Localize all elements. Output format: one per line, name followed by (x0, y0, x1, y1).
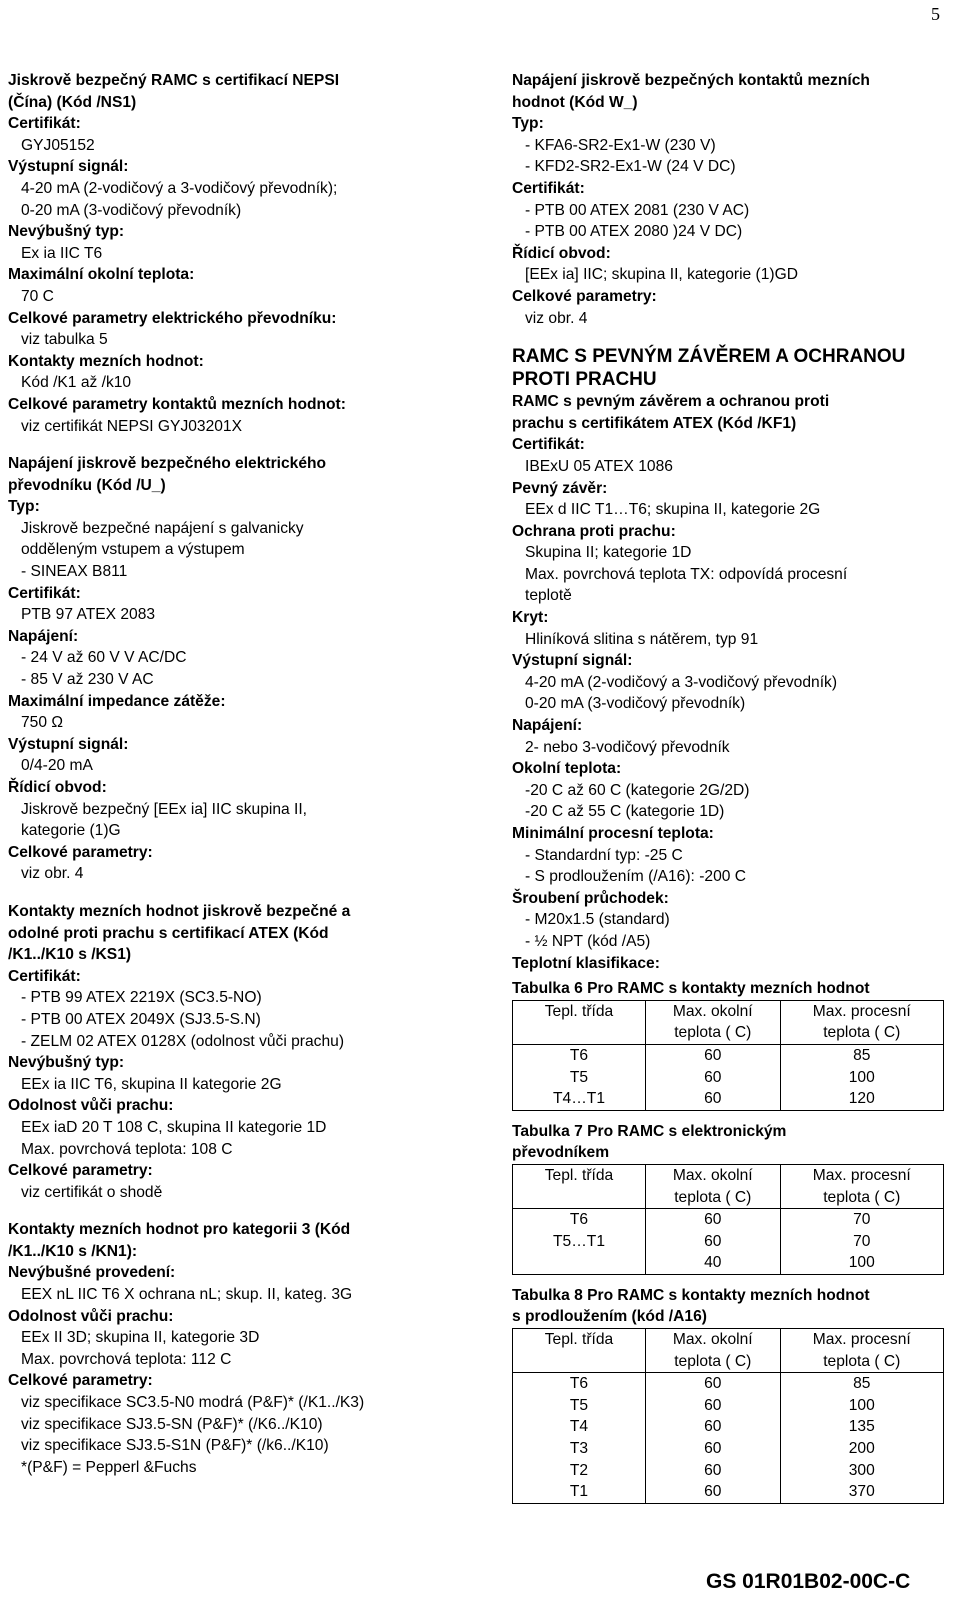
value-line: viz obr. 4 (525, 309, 588, 327)
table-cell (780, 1373, 943, 1395)
label-line: Maximální okolní teplota: (8, 266, 195, 284)
page-number: 5 (931, 4, 940, 24)
temperature-tables (512, 978, 950, 1504)
table-header-cell (646, 1164, 781, 1208)
cell-text: 60 (704, 1461, 722, 1479)
label-line: Výstupní signál: (512, 652, 633, 670)
value-line: - ZELM 02 ATEX 0128X (odolnost vůči prachu) (21, 1032, 345, 1050)
value-line: kategorie (1)G (21, 822, 121, 840)
table-cell (780, 1209, 943, 1231)
left-column (8, 70, 478, 1478)
header-text: teplota ( C) (823, 1188, 901, 1206)
table-row (513, 1438, 944, 1460)
section-gap (8, 1203, 478, 1219)
cell-text: 60 (704, 1418, 722, 1436)
table-caption: převodníkem (512, 1144, 610, 1162)
label-line: Výstupní signál: (8, 158, 129, 176)
label-line: Celkové parametry: (8, 843, 153, 861)
header-text: teplota ( C) (674, 1188, 752, 1206)
cell-text: 135 (848, 1418, 875, 1436)
value-line: viz obr. 4 (21, 865, 84, 883)
value-line: Max. povrchová teplota: 108 C (21, 1140, 233, 1158)
right-column-text (512, 70, 950, 974)
cell-text: T6 (569, 1046, 589, 1064)
label-line: Jiskrově bezpečný RAMC s certifikací NEPSI (8, 72, 340, 89)
table-header-cell (513, 1329, 646, 1373)
table-cell (513, 1231, 646, 1275)
label-line: (Čína) (Kód /NS1) (8, 93, 137, 111)
table-cell (780, 1231, 943, 1275)
label-line: Odolnost vůči prachu: (8, 1307, 174, 1325)
label-line: Kontakty mezních hodnot jiskrově bezpečné a (8, 902, 351, 920)
label-line: Celkové parametry: (8, 1162, 153, 1180)
cell-text: 60 (704, 1396, 722, 1414)
value-line: IBExU 05 ATEX 1086 (525, 457, 673, 475)
label-line: Kontakty mezních hodnot pro kategorii 3 (Kód (8, 1221, 351, 1239)
table-cell (646, 1231, 781, 1275)
label-line: Napájení jiskrově bezpečného elektrického (8, 455, 327, 473)
value-line: EEx d IIC T1…T6; skupina II, kategorie 2G (525, 501, 821, 519)
table-cell (646, 1416, 781, 1438)
table-row (513, 1416, 944, 1438)
value-line: - PTB 00 ATEX 2081 (230 V AC) (525, 201, 750, 219)
cell-text: T3 (569, 1440, 589, 1458)
header-text: Tepl. třída (544, 1002, 614, 1020)
cell-text: T2 (569, 1461, 589, 1479)
header-text: Max. okolní (672, 1331, 753, 1349)
label-line: Ochrana proti prachu: (512, 522, 676, 540)
table-row (513, 1044, 944, 1066)
value-line: - SINEAX B811 (21, 563, 128, 581)
table-cell (513, 1067, 646, 1089)
cell-text: T5 (569, 1396, 589, 1414)
cell-text: 85 (853, 1375, 871, 1393)
value-line: - 24 V až 60 V V AC/DC (21, 649, 187, 667)
section-gap (512, 329, 950, 345)
table-cell (780, 1481, 943, 1503)
label-line: Celkové parametry elektrického převodníku: (8, 309, 337, 327)
header-text: Max. procesní (812, 1166, 911, 1184)
label-line: RAMC s pevným závěrem a ochranou proti (512, 393, 830, 411)
value-line: 0-20 mA (3-vodičový převodník) (21, 201, 242, 219)
table-caption: s prodloužením (kód /A16) (512, 1308, 707, 1326)
cell-text: 60 (704, 1232, 722, 1250)
table-header-cell (513, 1164, 646, 1208)
label-line: Nevýbušné provedení: (8, 1264, 176, 1282)
header-text: teplota ( C) (674, 1352, 752, 1370)
value-line: EEX nL IIC T6 X ochrana nL; skup. II, kateg. 3G (21, 1286, 353, 1304)
value-line: Skupina II; kategorie 1D (525, 544, 692, 562)
label-line: odolné proti prachu s certifikací ATEX (Kód (8, 924, 329, 942)
value-line: Max. povrchová teplota TX: odpovídá procesní (525, 565, 848, 583)
table-row (513, 1373, 944, 1395)
table-cell (646, 1373, 781, 1395)
value-line: 0-20 mA (3-vodičový převodník) (525, 695, 746, 713)
value-line: - KFD2-SR2-Ex1-W (24 V DC) (525, 158, 736, 176)
value-line: odděleným vstupem a výstupem (21, 541, 245, 559)
label-line: Teplotní klasifikace: (512, 954, 660, 972)
table-cell (513, 1373, 646, 1395)
value-line: 0/4-20 mA (21, 757, 93, 775)
cell-text: T5 (569, 1068, 589, 1086)
value-line: EEx ia IIC T6, skupina II kategorie 2G (21, 1075, 282, 1093)
cell-text: T4 (569, 1418, 589, 1436)
cell-text: 70 (853, 1211, 871, 1229)
label-line: Celkové parametry kontaktů mezních hodnot: (8, 395, 346, 413)
label-line: Napájení: (8, 627, 79, 645)
table-cell (780, 1067, 943, 1089)
cell-text: 100 (848, 1068, 875, 1086)
cell-text: 60 (704, 1090, 722, 1108)
cell-text: 60 (704, 1440, 722, 1458)
value-line: - Standardní typ: -25 C (525, 846, 683, 864)
table-cell (646, 1209, 781, 1231)
value-line: viz certifikát o shodě (21, 1183, 163, 1201)
value-line: - PTB 00 ATEX 2049X (SJ3.5-S.N) (21, 1010, 261, 1028)
table-cell (646, 1067, 781, 1089)
label-line: Certifikát: (8, 584, 81, 602)
cell-text: 300 (848, 1461, 875, 1479)
value-line: GYJ05152 (21, 136, 95, 154)
header-text: teplota ( C) (823, 1352, 901, 1370)
table-cell (513, 1088, 646, 1110)
label-line: Certifikát: (8, 967, 81, 985)
label-line: Typ: (8, 498, 40, 516)
value-line: viz certifikát NEPSI GYJ03201X (21, 417, 243, 435)
table-cell (780, 1088, 943, 1110)
cell-text: 60 (704, 1483, 722, 1501)
label-line: Celkové parametry: (8, 1372, 153, 1390)
table-row (513, 1395, 944, 1417)
label-line: Nevýbušný typ: (8, 1054, 125, 1072)
table-cell (513, 1460, 646, 1482)
document-code: GS 01R01B02-00C-C (706, 1570, 911, 1593)
value-line: Max. povrchová teplota: 112 C (21, 1350, 232, 1368)
section-heading: PROTI PRACHU (512, 369, 657, 391)
cell-text: 60 (704, 1046, 722, 1064)
header-text: Tepl. třída (544, 1166, 614, 1184)
table-cell (513, 1416, 646, 1438)
value-line: 4-20 mA (2-vodičový a 3-vodičový převodník); (21, 179, 338, 197)
table-cell (646, 1044, 781, 1066)
table-cell (780, 1416, 943, 1438)
cell-text: 60 (704, 1068, 722, 1086)
value-line: EEx II 3D; skupina II, kategorie 3D (21, 1329, 260, 1347)
table-cell (513, 1044, 646, 1066)
temperature-table (512, 1164, 944, 1275)
value-line: *(P&F) = Pepperl &Fuchs (21, 1458, 197, 1476)
label-line: Kryt: (512, 609, 549, 627)
label-line: Napájení: (512, 717, 583, 735)
label-line: Minimální procesní teplota: (512, 825, 714, 842)
value-line: -20 C až 60 C (kategorie 2G/2D) (525, 781, 750, 799)
cell-text: 100 (848, 1396, 875, 1414)
label-line: Odolnost vůči prachu: (8, 1097, 174, 1115)
section-gap (8, 885, 478, 901)
cell-text: 40 (704, 1254, 722, 1272)
value-line: -20 C až 55 C (kategorie 1D) (525, 803, 725, 821)
table-cell (780, 1395, 943, 1417)
cell-text: T1 (569, 1483, 589, 1501)
value-line: - PTB 00 ATEX 2080 )24 V DC) (525, 223, 743, 241)
cell-text: 370 (848, 1483, 875, 1501)
cell-text: 70 (853, 1232, 871, 1250)
section-heading: RAMC S PEVNÝM ZÁVĚREM A OCHRANOU (512, 346, 906, 368)
label-line: /K1../K10 s /KS1) (8, 946, 132, 964)
label-line: Maximální impedance zátěže: (8, 692, 226, 710)
label-line: Certifikát: (512, 436, 585, 454)
value-line: - M20x1.5 (standard) (525, 911, 670, 929)
value-line: viz specifikace SJ3.5-S1N (P&F)* (/k6../K10) (21, 1437, 329, 1455)
cell-text: 85 (853, 1046, 871, 1064)
table-cell (646, 1438, 781, 1460)
label-line: Kontakty mezních hodnot: (8, 352, 204, 370)
cell-text: T6 (569, 1211, 589, 1229)
cell-text: 100 (848, 1254, 875, 1272)
table-cell (513, 1209, 646, 1231)
value-line: Kód /K1 až /k10 (21, 374, 132, 392)
section-gap (8, 437, 478, 453)
table-row (513, 1481, 944, 1503)
table-header-cell (780, 1000, 943, 1044)
temperature-table (512, 1000, 944, 1111)
value-line: 70 C (21, 287, 54, 305)
cell-text: T5…T1 (553, 1232, 605, 1250)
table-cell (646, 1088, 781, 1110)
value-line: Hliníková slitina s nátěrem, typ 91 (525, 630, 759, 648)
table-row (513, 1231, 944, 1275)
value-line: viz specifikace SJ3.5-SN (P&F)* (/K6../K10) (21, 1415, 323, 1433)
header-text: Max. okolní (672, 1002, 753, 1020)
table-header-cell (780, 1164, 943, 1208)
table-cell (646, 1395, 781, 1417)
value-line: 2- nebo 3-vodičový převodník (525, 738, 730, 756)
table-cell (646, 1481, 781, 1503)
value-line: - ½ NPT (kód /A5) (525, 932, 651, 950)
table-caption: Tabulka 7 Pro RAMC s elektronickým (512, 1122, 787, 1140)
cell-text: 120 (848, 1090, 875, 1108)
value-line: Jiskrově bezpečný [EEx ia] IIC skupina II, (21, 800, 308, 818)
label-line: prachu s certifikátem ATEX (Kód /KF1) (512, 414, 797, 432)
table-cell (646, 1460, 781, 1482)
label-line: Okolní teplota: (512, 760, 622, 778)
table-header-cell (646, 1000, 781, 1044)
table-cell (780, 1044, 943, 1066)
value-line: EEx iaD 20 T 108 C, skupina II kategorie 1D (21, 1118, 327, 1136)
table-header-row (513, 1329, 944, 1373)
value-line: viz specifikace SC3.5-N0 modrá (P&F)* (/K1../K3) (21, 1394, 365, 1412)
label-line: Výstupní signál: (8, 735, 129, 753)
header-text: Tepl. třída (544, 1331, 614, 1349)
table-header-cell (646, 1329, 781, 1373)
cell-text: T4…T1 (553, 1090, 605, 1108)
label-line: Certifikát: (512, 179, 585, 197)
cell-text: 60 (704, 1375, 722, 1393)
value-line: 4-20 mA (2-vodičový a 3-vodičový převodník) (525, 673, 838, 691)
value-line: teplotě (525, 587, 572, 605)
label-line: Celkové parametry: (512, 287, 657, 305)
label-line: Šroubení průchodek: (512, 889, 669, 907)
header-text: Max. procesní (812, 1331, 911, 1349)
label-line: Certifikát: (8, 115, 81, 133)
value-line: Jiskrově bezpečné napájení s galvanicky (21, 519, 304, 537)
header-text: teplota ( C) (823, 1024, 901, 1042)
table-caption: Tabulka 6 Pro RAMC s kontakty mezních hodnot (512, 980, 870, 998)
value-line: - S prodloužením (/A16): -200 C (525, 868, 747, 886)
table-header-cell (513, 1000, 646, 1044)
label-line: /K1../K10 s /KN1): (8, 1242, 138, 1260)
header-text: teplota ( C) (674, 1024, 752, 1042)
label-line: Typ: (512, 115, 544, 133)
table-cell (513, 1395, 646, 1417)
table-cell (513, 1481, 646, 1503)
cell-text: T6 (569, 1375, 589, 1393)
value-line: 750 Ω (21, 714, 64, 732)
label-line: hodnot (Kód W_) (512, 93, 638, 111)
value-line: - 85 V až 230 V AC (21, 671, 154, 689)
cell-text: 60 (704, 1211, 722, 1229)
label-line: převodníku (Kód /U_) (8, 476, 166, 494)
value-line: - PTB 99 ATEX 2219X (SC3.5-NO) (21, 989, 262, 1007)
label-line: Nevýbušný typ: (8, 223, 125, 241)
table-row (513, 1209, 944, 1231)
table-cell (513, 1438, 646, 1460)
table-cell (780, 1438, 943, 1460)
table-header-row (513, 1164, 944, 1208)
right-column (512, 70, 950, 1514)
value-line: - KFA6-SR2-Ex1-W (230 V) (525, 136, 716, 154)
table-cell (780, 1460, 943, 1482)
value-line: Ex ia IIC T6 (21, 244, 103, 262)
value-line: PTB 97 ATEX 2083 (21, 606, 156, 624)
cell-text: 200 (848, 1440, 875, 1458)
table-caption: Tabulka 8 Pro RAMC s kontakty mezních hodnot (512, 1286, 870, 1304)
table-header-cell (780, 1329, 943, 1373)
temperature-table (512, 1328, 944, 1504)
label-line: Pevný závěr: (512, 479, 608, 497)
value-line: [EEx ia] IIC; skupina II, kategorie (1)GD (525, 266, 798, 284)
label-line: Řídicí obvod: (8, 779, 107, 796)
label-line: Napájení jiskrově bezpečných kontaktů mezních (512, 72, 870, 89)
table-header-row (513, 1000, 944, 1044)
table-row (513, 1088, 944, 1110)
label-line: Řídicí obvod: (512, 244, 611, 262)
value-line: viz tabulka 5 (21, 331, 108, 349)
table-row (513, 1067, 944, 1089)
header-text: Max. procesní (812, 1002, 911, 1020)
header-text: Max. okolní (672, 1166, 753, 1184)
table-row (513, 1460, 944, 1482)
